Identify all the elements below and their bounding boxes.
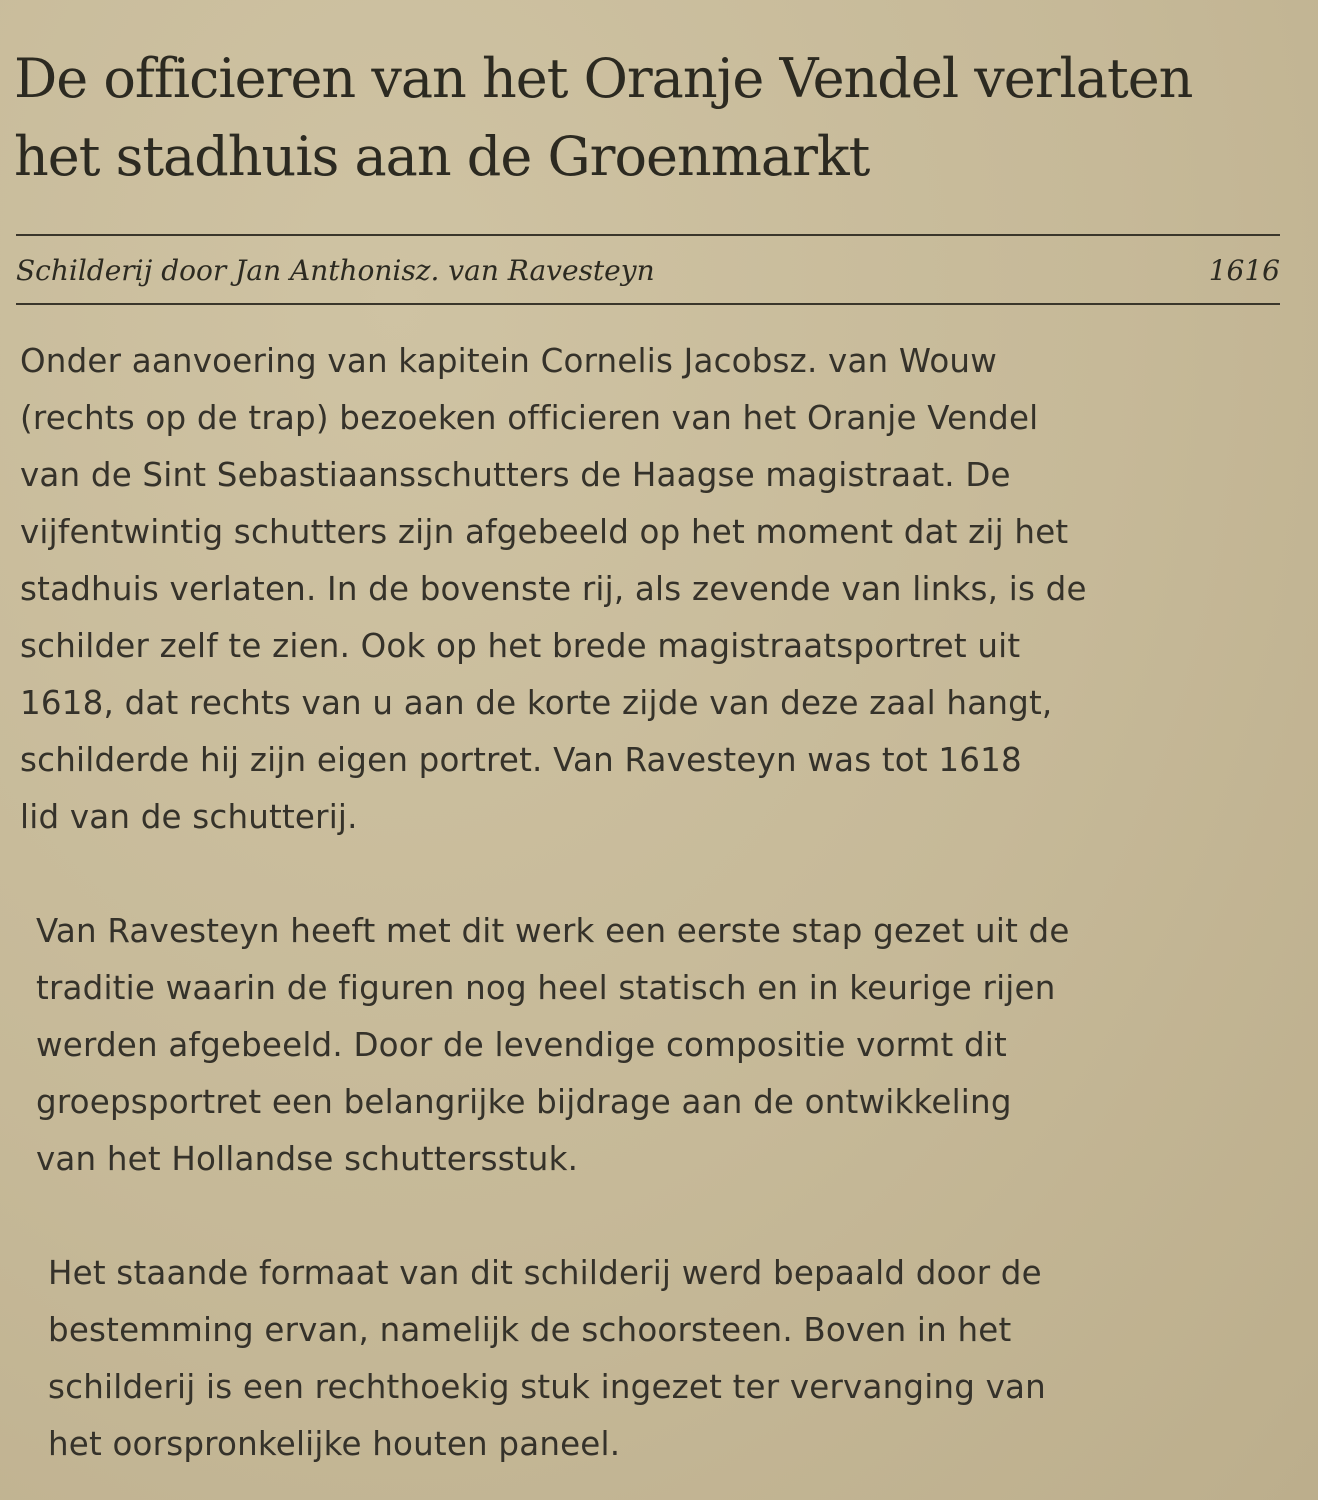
title-line: het stadhuis aan de Groenmarkt [14, 125, 870, 188]
attribution: Schilderij door Jan Anthonisz. van Ravesteyn [16, 254, 655, 287]
label-body [20, 333, 1278, 1473]
text-line: schilderde hij zijn eigen portret. Van Ravesteyn was tot 1618 [20, 741, 1022, 779]
text-line: van het Hollandse schuttersstuk. [36, 1140, 579, 1178]
text-line: traditie waarin de figuren nog heel statisch en in keurige rijen [36, 969, 1056, 1007]
bottom-divider [16, 303, 1280, 305]
text-line: 1618, dat rechts van u aan de korte zijde van deze zaal hangt, [20, 684, 1053, 722]
text-line: lid van de schutterij. [20, 798, 358, 836]
title-line: De officieren van het Oranje Vendel verlaten [14, 47, 1193, 110]
paragraph [20, 903, 1278, 1188]
text-line: Van Ravesteyn heeft met dit werk een eerste stap gezet uit de [36, 912, 1070, 950]
text-line: vijfentwintig schutters zijn afgebeeld op het moment dat zij het [20, 513, 1069, 551]
paragraph [20, 333, 1278, 846]
text-line: groepsportret een belangrijke bijdrage aan de ontwikkeling [36, 1083, 1012, 1121]
text-line: van de Sint Sebastiaansschutters de Haagse magistraat. De [20, 456, 1011, 494]
text-line: (rechts op de trap) bezoeken officieren van het Oranje Vendel [20, 399, 1039, 437]
artwork-meta [14, 236, 1280, 303]
label-title [14, 40, 1278, 196]
text-line: het oorspronkelijke houten paneel. [48, 1425, 621, 1463]
paragraph [20, 1245, 1278, 1473]
text-line: Onder aanvoering van kapitein Cornelis Jacobsz. van Wouw [20, 342, 997, 380]
text-line: stadhuis verlaten. In de bovenste rij, als zevende van links, is de [20, 570, 1087, 608]
text-line: schilder zelf te zien. Ook op het brede magistraatsportret uit [20, 627, 1021, 665]
text-line: schilderij is een rechthoekig stuk ingezet ter vervanging van [48, 1368, 1046, 1406]
text-line: Het staande formaat van dit schilderij werd bepaald door de [48, 1254, 1042, 1292]
artwork-year: 1616 [1208, 254, 1280, 287]
text-line: werden afgebeeld. Door de levendige compositie vormt dit [36, 1026, 1007, 1064]
text-line: bestemming ervan, namelijk de schoorsteen. Boven in het [48, 1311, 1012, 1349]
